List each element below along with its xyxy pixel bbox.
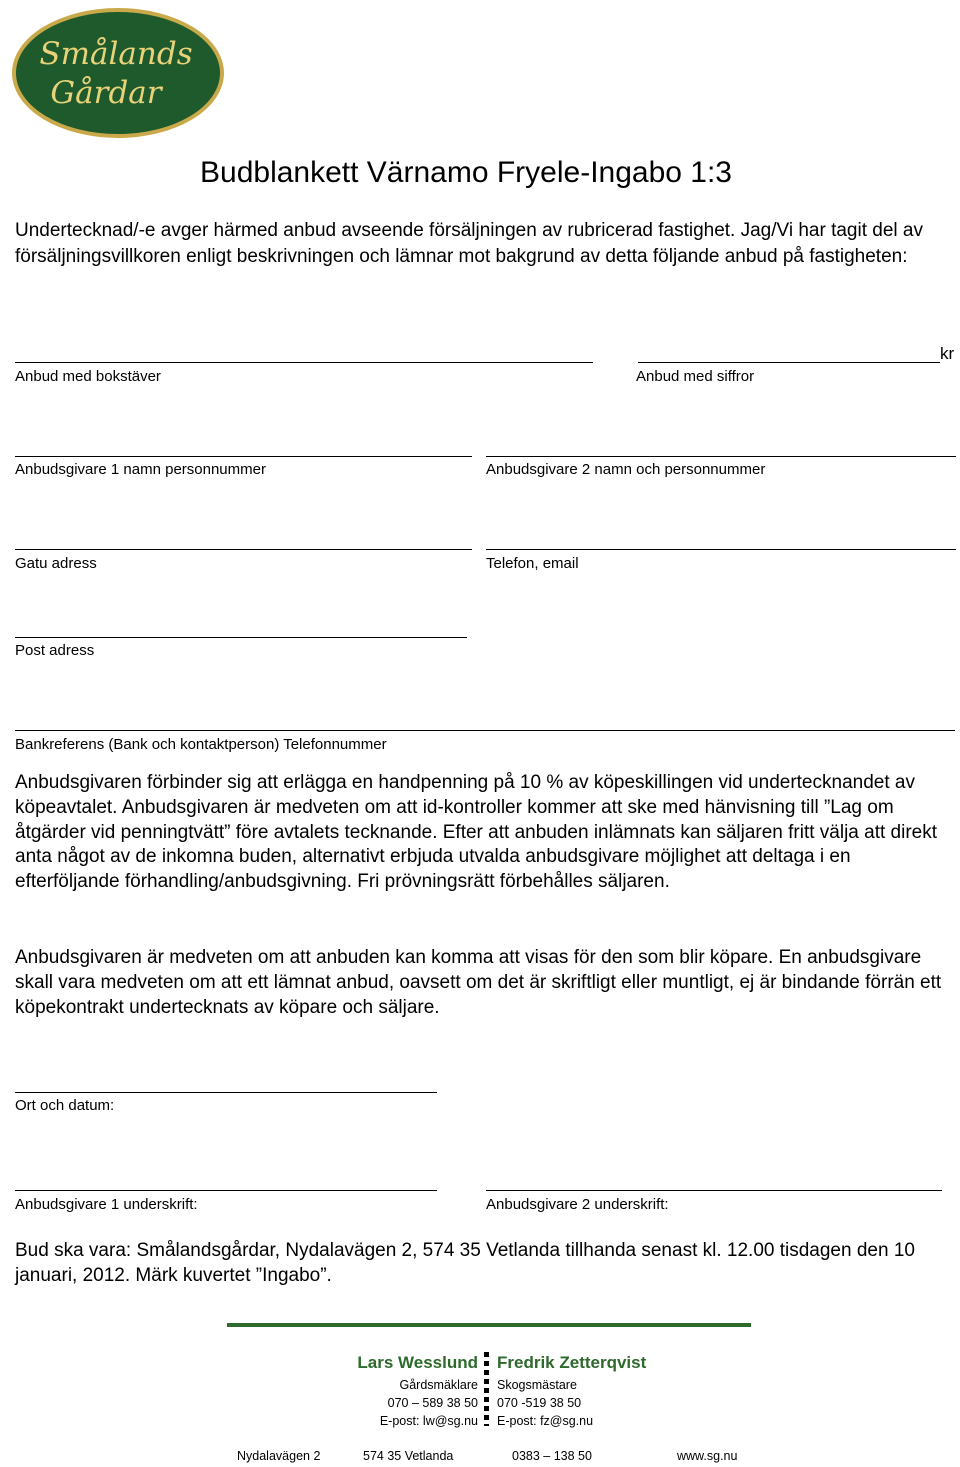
postal-line[interactable] [15, 637, 467, 638]
sign2-line[interactable] [486, 1190, 942, 1191]
phone-email-label: Telefon, email [486, 555, 579, 572]
sign2-label: Anbudsgivare 2 underskrift: [486, 1196, 669, 1213]
bid-digits-label: Anbud med siffror [636, 368, 755, 385]
bid-digits-line[interactable] [638, 362, 940, 363]
contact2-name: Fredrik Zetterqvist [497, 1353, 647, 1372]
phone-email-line[interactable] [486, 549, 956, 550]
footer-city: 574 35 Vetlanda [363, 1449, 454, 1463]
footer-web-link[interactable]: www.sg.nu [677, 1449, 738, 1463]
bidder1-line[interactable] [15, 456, 472, 457]
page-title: Budblankett Värnamo Fryele-Ingabo 1:3 [200, 156, 732, 189]
sign1-label: Anbudsgivare 1 underskrift: [15, 1196, 198, 1213]
terms-paragraph: Anbudsgivaren förbinder sig att erlägga en handpenning på 10 % av köpeskillingen vid undertecknandet av köpeavtalet. Anbudsgivaren är medveten om att id-kontroller kommer att ske med hänvisning till ”Lag om åtgärder vid penningtvätt” före avtalets tecknande. Efter att anbuden inlämnats kan säljaren fritt välja att direkt anta något av de inkomna buden, alternativt erbjuda utvalda anbudsgivare möjlighet att deltaga i en efterföljande förhandling/anbudsgivning. Fri prövningsrätt förbehålles säljaren. [15, 772, 938, 893]
sign1-line[interactable] [15, 1190, 437, 1191]
contact1-role: Gårdsmäklare [399, 1378, 478, 1392]
street-line[interactable] [15, 549, 472, 550]
currency-label: kr [940, 344, 955, 363]
bank-ref-label: Bankreferens (Bank och kontaktperson) Telefonnummer [15, 736, 387, 753]
contact1-email[interactable]: E-post: lw@sg.nu [379, 1414, 478, 1428]
bidder1-label: Anbudsgivare 1 namn personnummer [15, 461, 266, 478]
contact2-email[interactable]: E-post: fz@sg.nu [497, 1414, 594, 1428]
footer-divider [227, 1323, 751, 1327]
disclosure-paragraph: Anbudsgivaren är medveten om att anbuden kan komma att visas för den som blir köpare. En anbudsgivare skall vara medveten om att ett lämnat anbud, oavsett om det är skriftligt eller muntligt, ej är bindande förrän ett köpekontrakt undertecknats av köpare och säljare. [15, 947, 942, 1018]
place-date-line[interactable] [15, 1092, 437, 1093]
contact1-phone: 070 – 589 38 50 [387, 1396, 478, 1410]
bank-phone-line[interactable] [677, 730, 955, 731]
contact2-phone: 070 -519 38 50 [497, 1396, 582, 1410]
contact2-role: Skogsmästare [497, 1378, 577, 1392]
bank-ref-line[interactable] [15, 730, 677, 731]
street-label: Gatu adress [15, 555, 97, 572]
intro-text: Undertecknad/-e avger härmed anbud avseende försäljningen av rubricerad fastighet. Jag/Vi har tagit del av försäljningsvillkoren enligt beskrivningen och lämnar mot bakgrund av detta följande anbud på fastigheten: [15, 220, 923, 267]
bidder2-label: Anbudsgivare 2 namn och personnummer [486, 461, 766, 478]
company-logo [10, 6, 226, 140]
footer-dot-separator [484, 1352, 489, 1426]
logo-text-line1: Smålands [39, 36, 193, 72]
postal-label: Post adress [15, 642, 95, 659]
bid-words-label: Anbud med bokstäver [15, 368, 161, 385]
contact1-name: Lars Wesslund [357, 1353, 478, 1372]
footer-address: Nydalavägen 2 [237, 1449, 321, 1463]
logo-text-line2: Gårdar [50, 75, 162, 111]
deadline-text: Bud ska vara: Smålandsgårdar, Nydalavägen 2, 574 35 Vetlanda tillhanda senast kl. 12.00 tisdagen den 10 januari, 2012. Märk kuvertet ”Ingabo”. [15, 1240, 915, 1286]
footer-phone: 0383 – 138 50 [512, 1449, 592, 1463]
place-date-label: Ort och datum: [15, 1097, 115, 1114]
bid-words-line[interactable] [15, 362, 593, 363]
bidder2-line[interactable] [486, 456, 956, 457]
